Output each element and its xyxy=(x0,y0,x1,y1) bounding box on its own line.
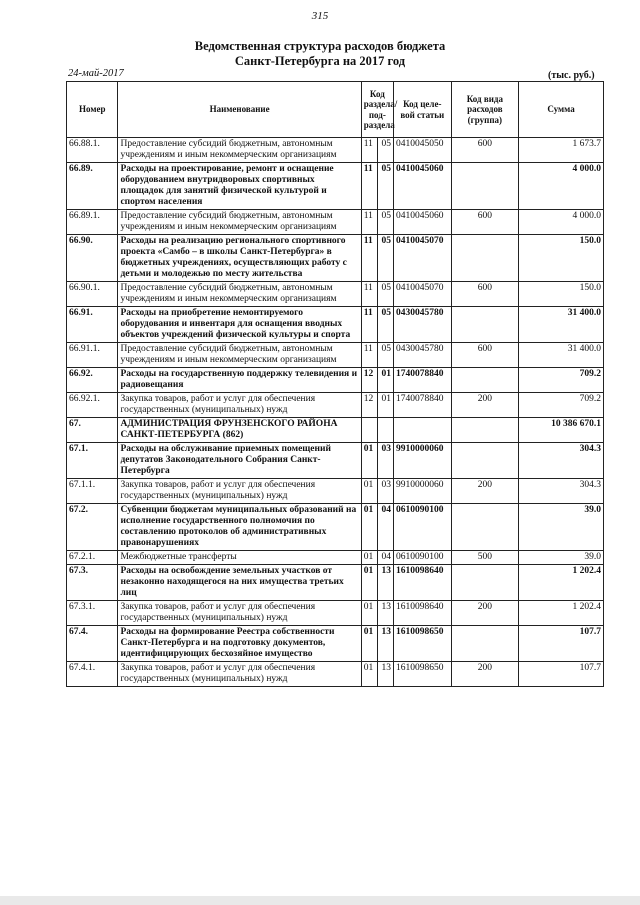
row-section: 01 xyxy=(361,601,377,626)
row-number: 66.90.1. xyxy=(67,282,118,307)
row-name: Закупка товаров, работ и услуг для обеспечения государственных (муниципальных) нужд xyxy=(118,479,361,504)
row-target-code: 1610098650 xyxy=(394,626,452,662)
row-number: 66.92.1. xyxy=(67,393,118,418)
row-subsection: 01 xyxy=(377,393,393,418)
row-target-code: 1610098640 xyxy=(394,565,452,601)
row-section: 11 xyxy=(361,343,377,368)
row-subsection: 13 xyxy=(377,626,393,662)
row-name: Расходы на реализацию регионального спортивного проекта «Самбо – в школы Санкт-Петербурга» в бюджетных учреждениях, осуществляющих работу с детьми и молодежью по месту жительства xyxy=(118,235,361,282)
row-section: 11 xyxy=(361,163,377,210)
table-body xyxy=(67,138,604,687)
row-name: Межбюджетные трансферты xyxy=(118,551,361,565)
table-row xyxy=(67,282,604,307)
row-number: 67.2. xyxy=(67,504,118,551)
row-subsection: 03 xyxy=(377,479,393,504)
row-section: 11 xyxy=(361,210,377,235)
row-number: 66.91.1. xyxy=(67,343,118,368)
row-subsection: 05 xyxy=(377,282,393,307)
row-expense-type: 600 xyxy=(451,343,519,368)
row-name: Закупка товаров, работ и услуг для обеспечения государственных (муниципальных) нужд xyxy=(118,601,361,626)
row-sum: 1 202.4 xyxy=(519,601,604,626)
row-target-code: 1610098650 xyxy=(394,662,452,687)
row-target-code: 1740078840 xyxy=(394,368,452,393)
table-row xyxy=(67,443,604,479)
row-sum: 150.0 xyxy=(519,282,604,307)
row-name: Расходы на проектирование, ремонт и оснащение оборудованием внутридворовых спортивных площадок для занятий физической культурой и спортом населения xyxy=(118,163,361,210)
row-section: 11 xyxy=(361,282,377,307)
row-sum: 150.0 xyxy=(519,235,604,282)
row-expense-type xyxy=(451,443,519,479)
row-sum: 31 400.0 xyxy=(519,343,604,368)
row-subsection: 05 xyxy=(377,343,393,368)
row-expense-type xyxy=(451,504,519,551)
row-target-code: 0410045060 xyxy=(394,163,452,210)
table-row xyxy=(67,662,604,687)
row-sum: 107.7 xyxy=(519,662,604,687)
row-number: 66.92. xyxy=(67,368,118,393)
row-sum: 31 400.0 xyxy=(519,307,604,343)
row-sum: 1 202.4 xyxy=(519,565,604,601)
document-date: 24-май-2017 xyxy=(68,68,124,79)
row-sum: 4 000.0 xyxy=(519,163,604,210)
row-number: 67.4. xyxy=(67,626,118,662)
row-name: Закупка товаров, работ и услуг для обеспечения государственных (муниципальных) нужд xyxy=(118,393,361,418)
row-name: Предоставление субсидий бюджетным, автономным учреждениям и иным некоммерческим организациям xyxy=(118,138,361,163)
row-target-code: 0410045060 xyxy=(394,210,452,235)
row-expense-type xyxy=(451,235,519,282)
row-number: 67.3.1. xyxy=(67,601,118,626)
table-row xyxy=(67,626,604,662)
table-row xyxy=(67,601,604,626)
row-target-code: 1610098640 xyxy=(394,601,452,626)
row-number: 67.2.1. xyxy=(67,551,118,565)
row-expense-type: 600 xyxy=(451,138,519,163)
row-section: 11 xyxy=(361,138,377,163)
table-header-row xyxy=(67,82,604,138)
row-section: 12 xyxy=(361,393,377,418)
table-row xyxy=(67,393,604,418)
row-number: 66.88.1. xyxy=(67,138,118,163)
row-name: Расходы на приобретение немонтируемого оборудования и инвентаря для оснащения вводных объектов учреждений физической культуры и спорта xyxy=(118,307,361,343)
row-section: 01 xyxy=(361,626,377,662)
row-number: 67.4.1. xyxy=(67,662,118,687)
row-target-code: 0410045050 xyxy=(394,138,452,163)
row-expense-type xyxy=(451,368,519,393)
row-sum: 107.7 xyxy=(519,626,604,662)
row-section: 01 xyxy=(361,443,377,479)
row-subsection: 13 xyxy=(377,662,393,687)
document-title xyxy=(0,39,640,69)
table-row xyxy=(67,368,604,393)
row-subsection: 13 xyxy=(377,601,393,626)
row-subsection: 05 xyxy=(377,307,393,343)
row-expense-type: 600 xyxy=(451,210,519,235)
row-section: 11 xyxy=(361,235,377,282)
table-row xyxy=(67,418,604,443)
row-section: 01 xyxy=(361,504,377,551)
row-name: Расходы на государственную поддержку телевидения и радиовещания xyxy=(118,368,361,393)
row-sum: 39.0 xyxy=(519,551,604,565)
row-name: Расходы на формирование Реестра собственности Санкт-Петербурга и на подготовку документов, идентифицирующих бесхозяйное имущество xyxy=(118,626,361,662)
row-expense-type xyxy=(451,163,519,210)
row-target-code: 0430045780 xyxy=(394,307,452,343)
title-line-1: Ведомственная структура расходов бюджета xyxy=(194,39,446,53)
row-number: 67.3. xyxy=(67,565,118,601)
row-expense-type xyxy=(451,307,519,343)
row-expense-type xyxy=(451,418,519,443)
row-subsection: 05 xyxy=(377,138,393,163)
row-target-code: 9910000060 xyxy=(394,479,452,504)
row-section: 01 xyxy=(361,479,377,504)
title-line-2: Санкт-Петербурга на 2017 год xyxy=(234,54,406,68)
row-name: Предоставление субсидий бюджетным, автономным учреждениям и иным некоммерческим организациям xyxy=(118,282,361,307)
row-expense-type: 600 xyxy=(451,282,519,307)
row-sum: 10 386 670.1 xyxy=(519,418,604,443)
row-name: Субвенции бюджетам муниципальных образований на исполнение государственного полномочия по составлению протоколов об административных правонарушениях xyxy=(118,504,361,551)
row-section: 11 xyxy=(361,307,377,343)
page-number: 315 xyxy=(311,10,329,22)
row-expense-type: 500 xyxy=(451,551,519,565)
row-target-code: 9910000060 xyxy=(394,443,452,479)
row-target-code xyxy=(394,418,452,443)
row-subsection: 05 xyxy=(377,210,393,235)
table-row xyxy=(67,479,604,504)
row-sum: 4 000.0 xyxy=(519,210,604,235)
table-row xyxy=(67,163,604,210)
row-sum: 39.0 xyxy=(519,504,604,551)
row-number: 66.90. xyxy=(67,235,118,282)
scan-edge xyxy=(0,896,640,905)
row-subsection: 05 xyxy=(377,163,393,210)
row-number: 67.1.1. xyxy=(67,479,118,504)
header-target: Код целе-вой статьи xyxy=(394,82,452,138)
row-number: 67.1. xyxy=(67,443,118,479)
table-row xyxy=(67,210,604,235)
row-expense-type xyxy=(451,565,519,601)
budget-table xyxy=(66,81,604,687)
row-sum: 304.3 xyxy=(519,479,604,504)
row-expense-type: 200 xyxy=(451,601,519,626)
row-section: 01 xyxy=(361,662,377,687)
row-sum: 709.2 xyxy=(519,393,604,418)
header-section: Код раздела/ под-раздела xyxy=(361,82,393,138)
row-number: 66.89. xyxy=(67,163,118,210)
row-sum: 1 673.7 xyxy=(519,138,604,163)
row-subsection xyxy=(377,418,393,443)
table-row xyxy=(67,235,604,282)
row-target-code: 0410045070 xyxy=(394,282,452,307)
row-name: АДМИНИСТРАЦИЯ ФРУНЗЕНСКОГО РАЙОНА САНКТ-ПЕТЕРБУРГА (862) xyxy=(118,418,361,443)
row-expense-type: 200 xyxy=(451,393,519,418)
row-section: 12 xyxy=(361,368,377,393)
row-name: Расходы на освобождение земельных участков от незаконно находящегося на них имущества третьих лиц xyxy=(118,565,361,601)
row-sum: 709.2 xyxy=(519,368,604,393)
table-row xyxy=(67,551,604,565)
units-label: (тыс. руб.) xyxy=(548,70,595,81)
row-section xyxy=(361,418,377,443)
row-target-code: 0610090100 xyxy=(394,504,452,551)
row-section: 01 xyxy=(361,565,377,601)
row-name: Предоставление субсидий бюджетным, автономным учреждениям и иным некоммерческим организациям xyxy=(118,210,361,235)
table-row xyxy=(67,138,604,163)
row-number: 66.89.1. xyxy=(67,210,118,235)
table-row xyxy=(67,565,604,601)
header-name: Наименование xyxy=(118,82,361,138)
row-name: Предоставление субсидий бюджетным, автономным учреждениям и иным некоммерческим организациям xyxy=(118,343,361,368)
row-subsection: 04 xyxy=(377,504,393,551)
row-target-code: 0610090100 xyxy=(394,551,452,565)
header-type: Код вида расходов (группа) xyxy=(451,82,519,138)
row-target-code: 0430045780 xyxy=(394,343,452,368)
row-subsection: 03 xyxy=(377,443,393,479)
row-expense-type: 200 xyxy=(451,662,519,687)
header-sum: Сумма xyxy=(519,82,604,138)
row-number: 66.91. xyxy=(67,307,118,343)
row-expense-type: 200 xyxy=(451,479,519,504)
row-number: 67. xyxy=(67,418,118,443)
row-section: 01 xyxy=(361,551,377,565)
table-row xyxy=(67,504,604,551)
row-subsection: 01 xyxy=(377,368,393,393)
row-expense-type xyxy=(451,626,519,662)
table-row xyxy=(67,343,604,368)
row-subsection: 04 xyxy=(377,551,393,565)
row-name: Расходы на обслуживание приемных помещений депутатов Законодательного Собрания Санкт-Петербурга xyxy=(118,443,361,479)
table-row xyxy=(67,307,604,343)
header-number: Номер xyxy=(67,82,118,138)
row-sum: 304.3 xyxy=(519,443,604,479)
row-subsection: 13 xyxy=(377,565,393,601)
row-target-code: 1740078840 xyxy=(394,393,452,418)
row-target-code: 0410045070 xyxy=(394,235,452,282)
row-subsection: 05 xyxy=(377,235,393,282)
row-name: Закупка товаров, работ и услуг для обеспечения государственных (муниципальных) нужд xyxy=(118,662,361,687)
